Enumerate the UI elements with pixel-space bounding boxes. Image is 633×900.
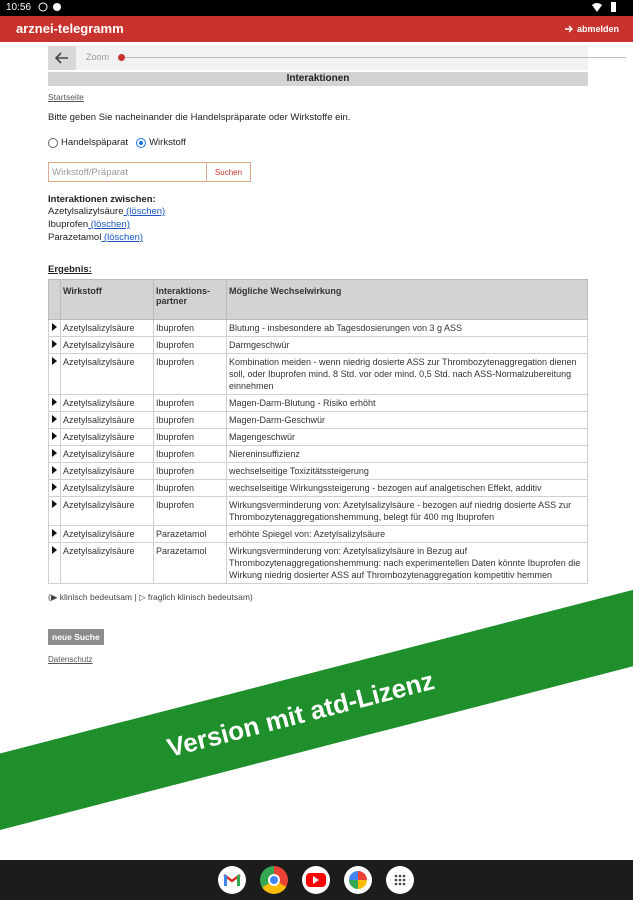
triangle-marker-icon — [52, 449, 57, 457]
notification-icon — [38, 2, 48, 12]
search-row — [48, 162, 588, 182]
selected-substance — [48, 205, 588, 218]
cell-effect: Niereninsuffizienz — [227, 446, 588, 463]
cell-partner: Ibuprofen — [154, 337, 227, 354]
cell-partner: Ibuprofen — [154, 480, 227, 497]
cell-partner: Ibuprofen — [154, 446, 227, 463]
radio-button-selected[interactable] — [136, 138, 146, 148]
cell-partner: Ibuprofen — [154, 395, 227, 412]
status-time: 10:56 — [6, 2, 32, 13]
triangle-marker-icon — [52, 415, 57, 423]
table-row[interactable] — [49, 429, 588, 446]
table-header: Wirkstoff — [61, 280, 154, 320]
radio-label: Wirkstoff — [149, 137, 186, 148]
cell-substance: Azetylsalizylsäure — [61, 526, 154, 543]
delete-link[interactable]: (löschen) — [123, 206, 166, 217]
clinically-relevant-marker — [49, 543, 61, 584]
selected-substance — [48, 218, 588, 231]
cell-substance: Azetylsalizylsäure — [61, 480, 154, 497]
app-dock — [0, 860, 633, 900]
app-title: arznei-telegramm — [16, 21, 124, 36]
table-row[interactable] — [49, 463, 588, 480]
clinically-relevant-marker — [49, 320, 61, 337]
cell-substance: Azetylsalizylsäure — [61, 412, 154, 429]
cell-substance: Azetylsalizylsäure — [61, 429, 154, 446]
logout-icon — [565, 25, 574, 33]
search-input[interactable] — [48, 162, 207, 182]
result-title: Ergebnis: — [48, 264, 92, 275]
cell-substance: Azetylsalizylsäure — [61, 320, 154, 337]
cell-effect: Magen-Darm-Geschwür — [227, 412, 588, 429]
cell-effect: Kombination meiden - wenn niedrig dosierte ASS zur Thrombozytenaggregation dienen soll, oder Ibuprofen mind. 8 Std. vor oder mind. 0,5 Std. nach ASS-Normalzubereitung einnehmen — [227, 354, 588, 395]
cell-partner: Parazetamol — [154, 543, 227, 584]
delete-link[interactable]: (löschen) — [88, 219, 130, 230]
back-button[interactable] — [48, 46, 76, 70]
cell-effect: Blutung - insbesondere ab Tagesdosierungen von 3 g ASS — [227, 320, 588, 337]
radio-button[interactable] — [48, 138, 58, 148]
breadcrumb-home-link[interactable]: Startseite — [48, 92, 84, 102]
app-drawer-icon[interactable] — [386, 866, 414, 894]
search-button[interactable]: Suchen — [207, 162, 251, 182]
youtube-icon[interactable] — [302, 866, 330, 894]
triangle-marker-icon — [52, 323, 57, 331]
triangle-marker-icon — [52, 466, 57, 474]
selected-substance — [48, 231, 588, 244]
status-bar — [0, 0, 633, 16]
battery-icon — [608, 2, 618, 12]
cell-partner: Ibuprofen — [154, 412, 227, 429]
logout-label: abmelden — [576, 24, 619, 34]
table-row[interactable] — [49, 320, 588, 337]
interactions-table — [48, 279, 588, 584]
radio-wirkstoff[interactable] — [136, 137, 186, 148]
table-row[interactable] — [49, 446, 588, 463]
delete-link[interactable]: (löschen) — [101, 232, 144, 243]
main-content — [48, 72, 588, 664]
table-header: Mögliche Wechselwirkung — [227, 280, 588, 320]
cell-effect: wechselseitige Wirkungssteigerung - bezogen auf analgetischen Effekt, additiv — [227, 480, 588, 497]
logout-button[interactable] — [565, 24, 619, 34]
zoom-slider-track[interactable] — [118, 57, 626, 58]
cell-effect: Wirkungsverminderung von: Azetylsalizylsäure in Bezug auf Thrombozytenaggregationshemmung: nach experimentellen Daten könnte Ibuprofen die Wirkung niedrig dosierter ASS auf Thrombozytenaggregation kompetitiv hemmen — [227, 543, 588, 584]
clinically-relevant-marker — [49, 354, 61, 395]
cell-partner: Ibuprofen — [154, 497, 227, 526]
table-row[interactable] — [49, 497, 588, 526]
table-row[interactable] — [49, 412, 588, 429]
triangle-marker-icon — [52, 483, 57, 491]
zoom-label: Zoom — [86, 52, 110, 62]
clinically-relevant-marker — [49, 497, 61, 526]
license-banner-text: Version mit atd-Lizenz — [163, 664, 438, 763]
radio-handelspraeparat[interactable] — [48, 137, 128, 148]
clinically-relevant-marker — [49, 526, 61, 543]
substance-name: Azetylsalizylsäure — [48, 206, 124, 217]
cell-substance: Azetylsalizylsäure — [61, 354, 154, 395]
table-header-marker — [49, 280, 61, 320]
table-row[interactable] — [49, 337, 588, 354]
cell-partner: Ibuprofen — [154, 463, 227, 480]
triangle-marker-icon — [52, 529, 57, 537]
radio-label: Handelspäparat — [61, 137, 129, 148]
table-header: Interaktions-partner — [154, 280, 227, 320]
cell-substance: Azetylsalizylsäure — [61, 463, 154, 480]
table-row[interactable] — [49, 480, 588, 497]
gmail-icon[interactable] — [218, 866, 246, 894]
triangle-marker-icon — [52, 398, 57, 406]
triangle-marker-icon — [52, 546, 57, 554]
cell-substance: Azetylsalizylsäure — [61, 337, 154, 354]
substance-name: Parazetamol — [48, 232, 102, 243]
cell-effect: Magen-Darm-Blutung - Risiko erhöht — [227, 395, 588, 412]
selected-substances-list — [48, 205, 588, 244]
wifi-icon — [592, 2, 602, 12]
cell-substance: Azetylsalizylsäure — [61, 395, 154, 412]
zoom-toolbar — [48, 46, 588, 70]
chrome-icon[interactable] — [260, 866, 288, 894]
cell-effect: erhöhte Spiegel von: Azetylsalizylsäure — [227, 526, 588, 543]
table-row[interactable] — [49, 354, 588, 395]
cell-substance: Azetylsalizylsäure — [61, 543, 154, 584]
table-body — [49, 320, 588, 584]
privacy-link[interactable]: Datenschutz — [48, 655, 93, 664]
triangle-marker-icon — [52, 340, 57, 348]
cell-effect: Wirkungsverminderung von: Azetylsalizylsäure - bezogen auf niedrig dosierte ASS zur Thrombozytenaggregationshemmung, belegt für 400 mg Ibuprofen — [227, 497, 588, 526]
clinically-relevant-marker — [49, 446, 61, 463]
cell-effect: Darmgeschwür — [227, 337, 588, 354]
table-row[interactable] — [49, 543, 588, 584]
triangle-marker-icon — [52, 500, 57, 508]
substance-name: Ibuprofen — [48, 219, 89, 230]
clinically-relevant-marker — [49, 480, 61, 497]
triangle-marker-icon — [52, 357, 57, 365]
interactions-between-title: Interaktionen zwischen: — [48, 194, 156, 205]
search-type-radio-group — [48, 137, 588, 148]
clinically-relevant-marker — [49, 395, 61, 412]
clinically-relevant-marker — [49, 463, 61, 480]
cell-partner: Ibuprofen — [154, 320, 227, 337]
table-header-row — [49, 280, 588, 320]
instruction-text: Bitte geben Sie nacheinander die Handelspräparate oder Wirkstoffe ein. — [48, 112, 351, 123]
cell-effect: wechselseitige Toxizitätssteigerung — [227, 463, 588, 480]
new-search-button[interactable]: neue Suche — [48, 629, 104, 645]
legend-text: (▶ klinisch bedeutsam | ▷ fraglich klinisch bedeutsam) — [48, 592, 253, 602]
cell-substance: Azetylsalizylsäure — [61, 497, 154, 526]
photos-icon[interactable] — [344, 866, 372, 894]
clinically-relevant-marker — [49, 429, 61, 446]
clinically-relevant-marker — [49, 337, 61, 354]
zoom-slider-handle[interactable] — [118, 54, 125, 61]
cell-partner: Ibuprofen — [154, 429, 227, 446]
cell-effect: Magengeschwür — [227, 429, 588, 446]
section-title: Interaktionen — [48, 72, 588, 86]
triangle-marker-icon — [52, 432, 57, 440]
arrow-left-icon — [55, 52, 69, 64]
cell-partner: Parazetamol — [154, 526, 227, 543]
cell-partner: Ibuprofen — [154, 354, 227, 395]
clinically-relevant-marker — [49, 412, 61, 429]
sync-icon — [52, 2, 62, 12]
cell-substance: Azetylsalizylsäure — [61, 446, 154, 463]
app-bar — [0, 16, 633, 42]
table-row[interactable] — [49, 526, 588, 543]
table-row[interactable] — [49, 395, 588, 412]
